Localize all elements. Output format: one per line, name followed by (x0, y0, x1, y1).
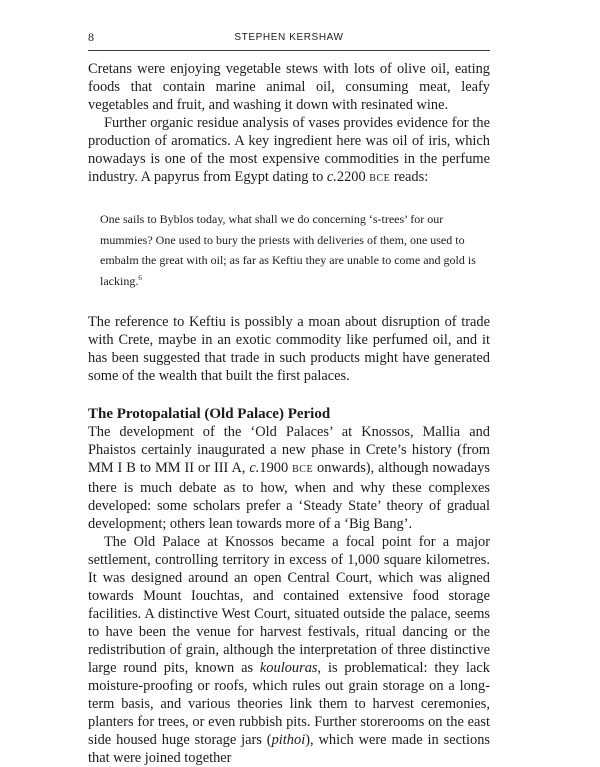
circa-abbrev: c. (326, 169, 337, 185)
paragraph-4-end: onwards), although nowadays there is much debate as to how, when and why these complexes developed: some scholars prefer a ‘Steady State’ theory of gradual development; others lean towards more of a ‘Big Bang’. (88, 460, 490, 532)
paragraph-2-end: reads: (390, 169, 429, 185)
paragraph-3: The reference to Keftiu is possibly a moan about disruption of trade with Crete, maybe in an exotic commodity like perfumed oil, and it has been suggested that trade in such products might have generated some of the wealth that built the first palaces. (88, 314, 490, 384)
paragraph-1: Cretans were enjoying vegetable stews with lots of olive oil, eating foods that contain marine animal oil, consuming meat, leafy vegetables and fruit, and washing it down with resinated wine. (88, 61, 490, 113)
section-heading: The Protopalatial (Old Palace) Period (88, 406, 331, 422)
paragraph-5 (88, 533, 490, 767)
running-title: STEPHEN KERSHAW (234, 32, 344, 43)
term-pithoi: pithoi (271, 732, 306, 748)
paragraph-5-end: ), which were made in sections that were joined together (88, 732, 490, 766)
date: 2200 (336, 169, 370, 185)
paragraph-4-text: The development of the ‘Old Palaces’ at Knossos, Mallia and Phaistos certainly inaugurated a new phase in Crete’s history (from MM I B to MM II or III A, (88, 424, 490, 476)
paragraph-2 (88, 114, 490, 188)
paragraph-2-text: Further organic residue analysis of vases provides evidence for the production of aromatics. A key ingredient here was oil of iris, which nowadays is one of the most expensive commodities in the perfume industry. A papyrus from Egypt dating to (88, 115, 490, 185)
paragraph-4 (88, 423, 490, 533)
term-koulouras: koulouras (259, 660, 318, 676)
main-text (88, 60, 490, 767)
date: 1900 (259, 460, 293, 476)
circa-abbrev: c. (249, 460, 260, 476)
era-label: BCE (369, 173, 391, 184)
paragraph-5-text: The Old Palace at Knossos became a focal point for a major settlement, controlling territory in excess of 1,000 square kilometres. It was designed around an open Central Court, which was aligned towards Mount Iouchtas, and contained extensive food storage facilities. A distinctive West Court, situated outside the palace, seems to have been the venue for harvest festivals, ritual dancing or the redistribution of grain, although the interpretation of three distinctive large round pits, known as (88, 534, 490, 676)
page-header (88, 30, 490, 48)
quote-body: One sails to Byblos today, what shall we do concerning ‘s-trees’ for our mummies? One used to bury the priests with deliveries of them, one used to embalm the great with oil; as far as Keftiu they are unable to come and gold is lacking. (100, 212, 476, 288)
quote-text (100, 209, 490, 291)
era-label: BCE (292, 464, 314, 475)
page-number: 8 (88, 30, 94, 44)
block-quote (100, 209, 490, 291)
footnote-marker: 6 (138, 273, 142, 282)
header-rule (88, 50, 490, 51)
paragraph-5-middle: , is problematical: they lack moisture-proofing or roofs, which rules out grain storage on a long-term basis, and various theories link them to harvest ceremonies, planters for trees, or even rubbish pits. Further storerooms on the east side housed huge storage jars ( (88, 660, 490, 748)
